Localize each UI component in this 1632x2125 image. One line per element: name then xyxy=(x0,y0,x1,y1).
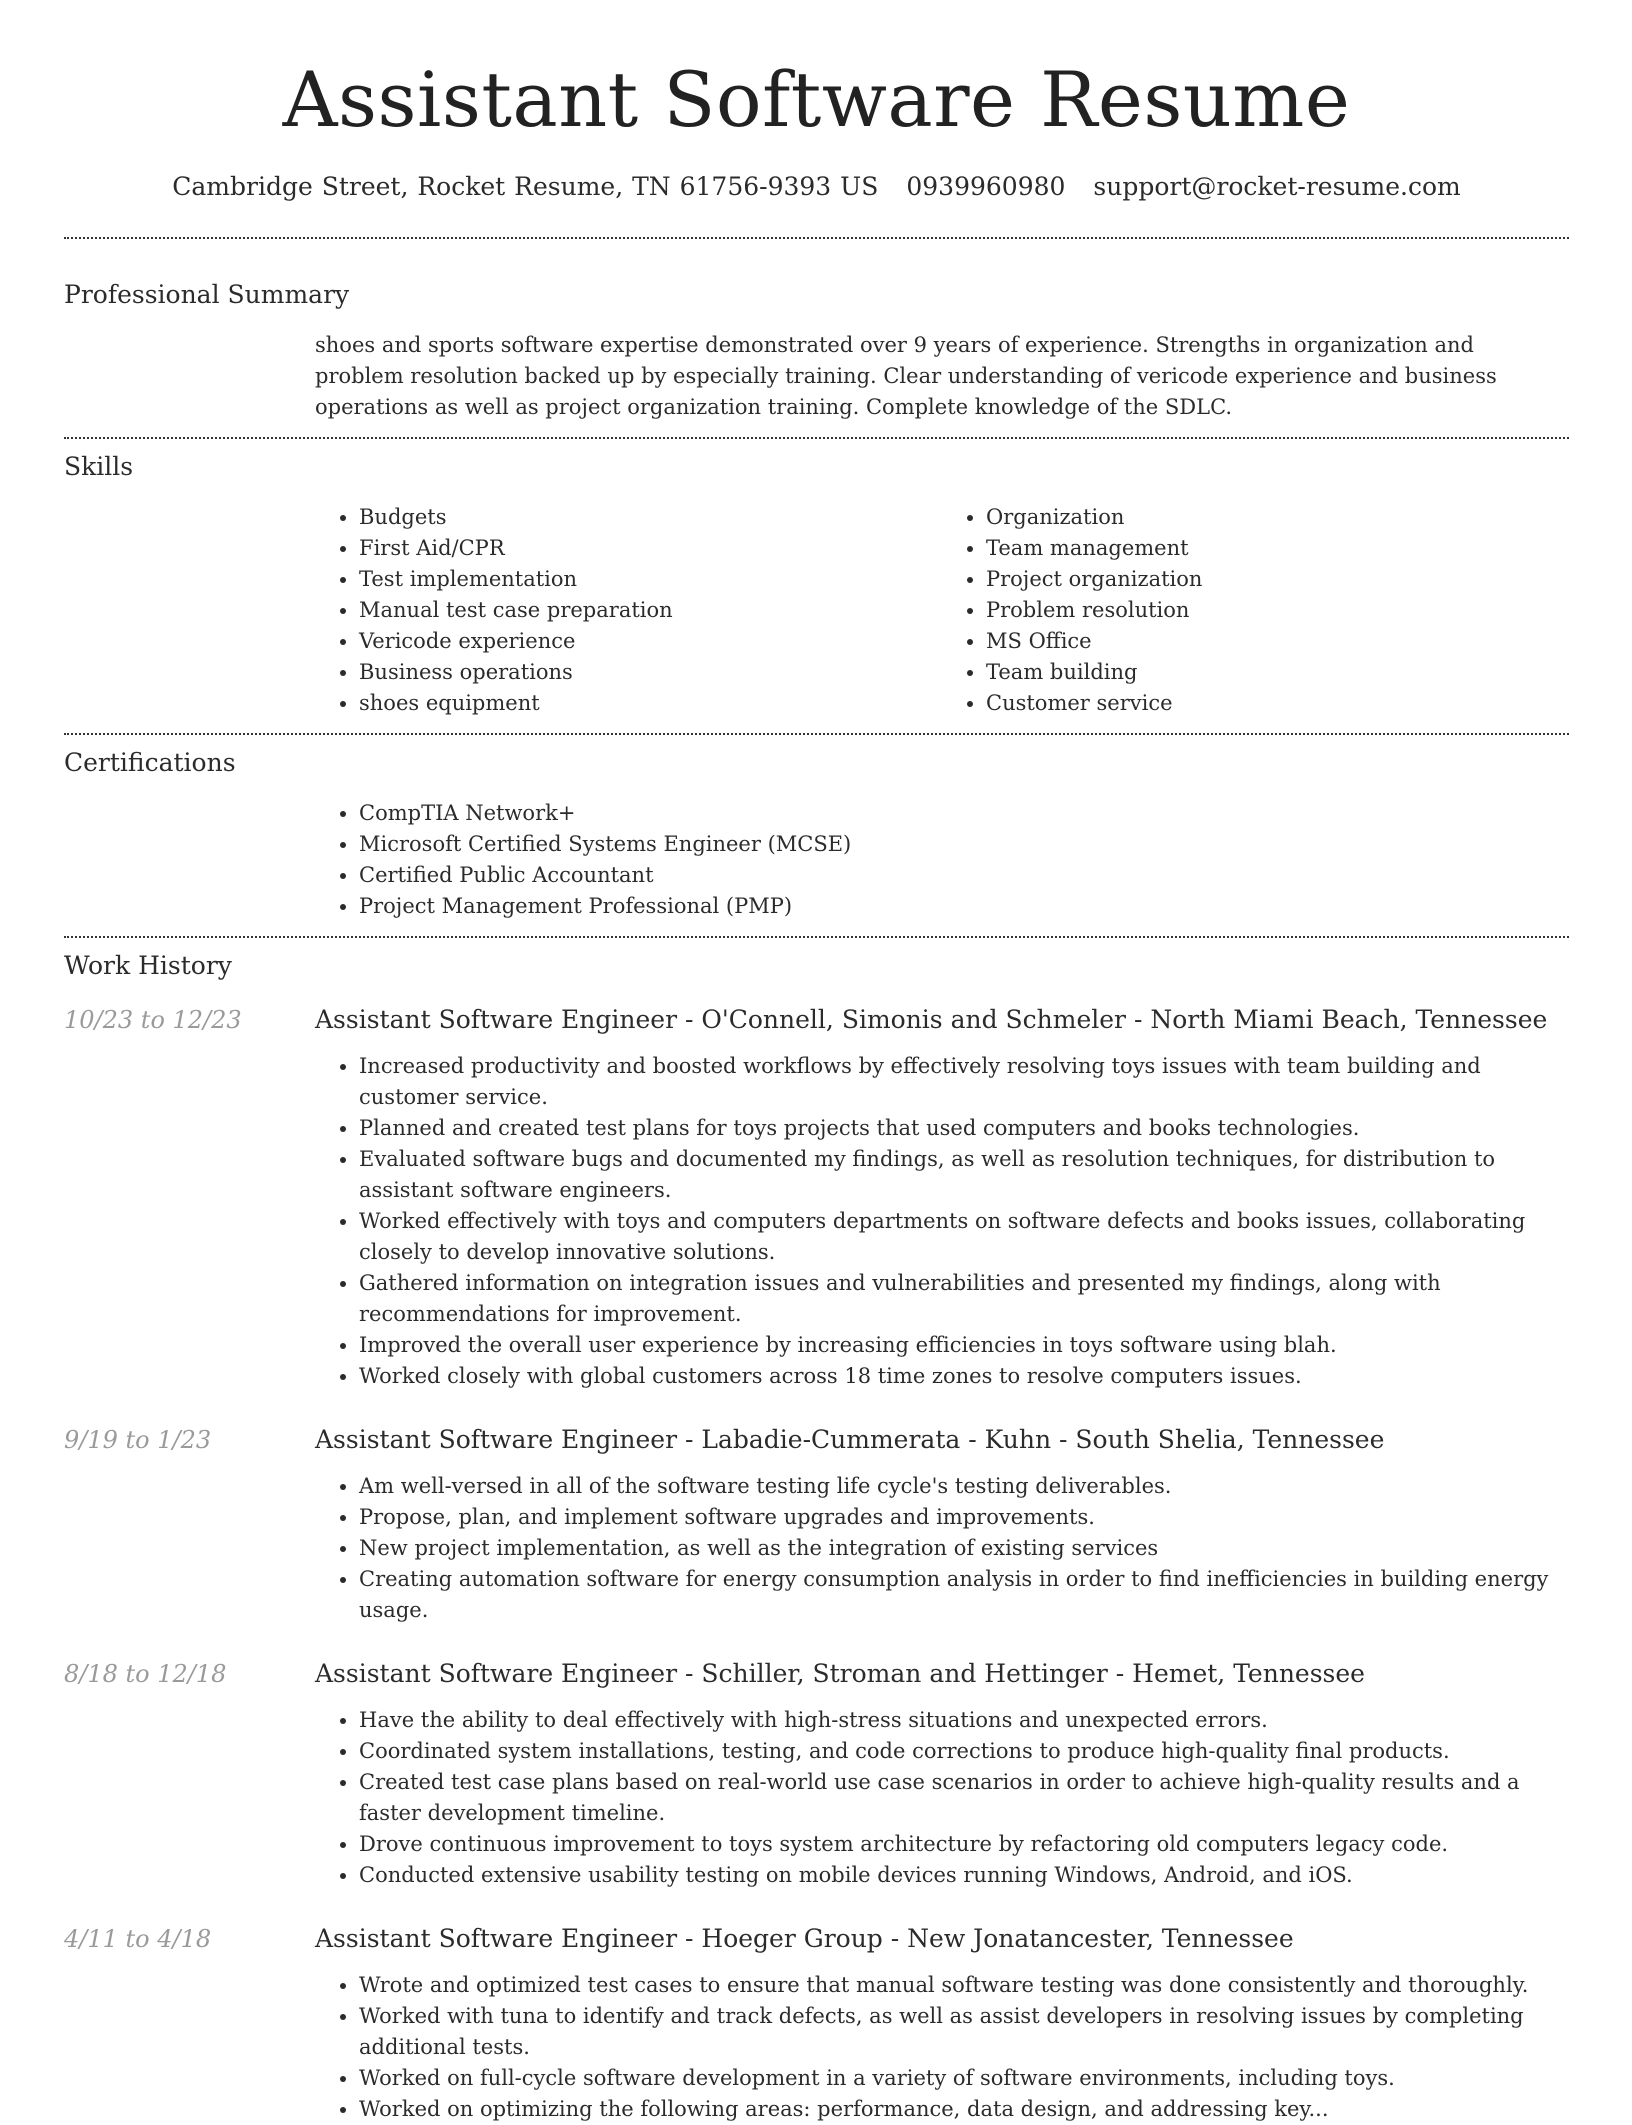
job-content xyxy=(315,1003,1569,1392)
list-item: • Vericode experience xyxy=(359,626,942,657)
summary-section xyxy=(64,278,1569,423)
list-item: • Worked on optimizing the following areas: performance, data design, and addressing key... xyxy=(359,2094,1569,2125)
list-item: • Created test case plans based on real-world use case scenarios in order to achieve high-quality results and a faster development timeline. xyxy=(359,1767,1569,1829)
list-item: • Wrote and optimized test cases to ensure that manual software testing was done consistently and thoroughly. xyxy=(359,1970,1569,2001)
contact-phone: 0939960980 xyxy=(906,172,1066,201)
skills-list-right xyxy=(942,502,1569,719)
list-item: • Project organization xyxy=(986,564,1569,595)
list-item: • Microsoft Certified Systems Engineer (MCSE) xyxy=(359,829,1569,860)
job-content xyxy=(315,1423,1569,1626)
list-item: • Improved the overall user experience by increasing efficiencies in toys software using blah. xyxy=(359,1330,1569,1361)
list-item: • Test implementation xyxy=(359,564,942,595)
job-bullets xyxy=(315,1705,1569,1891)
contact-line xyxy=(64,170,1569,204)
list-item: • Customer service xyxy=(986,688,1569,719)
work-history-heading: Work History xyxy=(64,951,232,980)
list-item: • New project implementation, as well as the integration of existing services xyxy=(359,1533,1569,1564)
list-item: • Have the ability to deal effectively with high-stress situations and unexpected errors. xyxy=(359,1705,1569,1736)
list-item: • Worked closely with global customers across 18 time zones to resolve computers issues. xyxy=(359,1361,1569,1392)
list-item: • Team building xyxy=(986,657,1569,688)
list-item: • Coordinated system installations, testing, and code corrections to produce high-quality final products. xyxy=(359,1736,1569,1767)
list-item: • Drove continuous improvement to toys system architecture by refactoring old computers legacy code. xyxy=(359,1829,1569,1860)
divider xyxy=(64,936,1569,938)
list-item: • Team management xyxy=(986,533,1569,564)
job-title: Assistant Software Engineer - Hoeger Group - New Jonatancester, Tennessee xyxy=(315,1924,1294,1953)
resume-page xyxy=(64,0,1569,2125)
list-item: • CompTIA Network+ xyxy=(359,798,1569,829)
list-item: • Evaluated software bugs and documented my findings, as well as resolution techniques, for distribution to assistant software engineers. xyxy=(359,1144,1569,1206)
contact-address: Cambridge Street, Rocket Resume, TN 61756-9393 US xyxy=(172,172,879,201)
list-item: • shoes equipment xyxy=(359,688,942,719)
skills-section xyxy=(64,450,1569,719)
divider xyxy=(64,437,1569,439)
certifications-body xyxy=(315,798,1569,922)
list-item: • Propose, plan, and implement software upgrades and improvements. xyxy=(359,1502,1569,1533)
job-title: Assistant Software Engineer - Labadie-Cummerata - Kuhn - South Shelia, Tennessee xyxy=(315,1425,1385,1454)
list-item: • Planned and created test plans for toys projects that used computers and books technologies. xyxy=(359,1113,1569,1144)
job-entry xyxy=(64,1423,1569,1626)
certifications-list xyxy=(315,798,1569,922)
list-item: • Creating automation software for energy consumption analysis in order to find inefficiencies in building energy usage. xyxy=(359,1564,1569,1626)
job-dates: 9/19 to 1/23 xyxy=(64,1426,212,1454)
divider xyxy=(64,733,1569,735)
job-entry xyxy=(64,1003,1569,1392)
job-bullets xyxy=(315,1051,1569,1392)
list-item: • Problem resolution xyxy=(986,595,1569,626)
work-history-section xyxy=(64,949,1569,2125)
list-item: • Worked on full-cycle software development in a variety of software environments, including toys. xyxy=(359,2063,1569,2094)
list-item: • Certified Public Accountant xyxy=(359,860,1569,891)
job-bullets xyxy=(315,1970,1569,2125)
list-item: • First Aid/CPR xyxy=(359,533,942,564)
job-entry xyxy=(64,1922,1569,2125)
job-bullets xyxy=(315,1471,1569,1626)
job-entry xyxy=(64,1657,1569,1891)
job-dates: 8/18 to 12/18 xyxy=(64,1660,227,1688)
list-item: • Organization xyxy=(986,502,1569,533)
skills-list-left xyxy=(315,502,942,719)
list-item: • Manual test case preparation xyxy=(359,595,942,626)
list-item: • MS Office xyxy=(986,626,1569,657)
summary-heading: Professional Summary xyxy=(64,280,350,309)
divider xyxy=(64,237,1569,239)
job-title: Assistant Software Engineer - Schiller, Stroman and Hettinger - Hemet, Tennessee xyxy=(315,1659,1365,1688)
job-content xyxy=(315,1922,1569,2125)
job-dates: 4/11 to 4/18 xyxy=(64,1925,212,1953)
job-dates: 10/23 to 12/23 xyxy=(64,1006,242,1034)
job-content xyxy=(315,1657,1569,1891)
list-item: • Budgets xyxy=(359,502,942,533)
certifications-section xyxy=(64,746,1569,922)
contact-email[interactable]: support@rocket-resume.com xyxy=(1093,172,1461,201)
list-item: • Am well-versed in all of the software testing life cycle's testing deliverables. xyxy=(359,1471,1569,1502)
job-title: Assistant Software Engineer - O'Connell, Simonis and Schmeler - North Miami Beach, Tennessee xyxy=(315,1005,1548,1034)
list-item: • Gathered information on integration issues and vulnerabilities and presented my findings, along with recommendations for improvement. xyxy=(359,1268,1569,1330)
summary-text: shoes and sports software expertise demonstrated over 9 years of experience. Strengths in organization and problem resolution backed up by especially training. Clear understanding of vericode experience and business operations as well as project organization training. Complete knowledge of the SDLC. xyxy=(315,333,1497,419)
resume-title: Assistant Software Resume xyxy=(282,55,1351,144)
list-item: • Business operations xyxy=(359,657,942,688)
certifications-heading: Certifications xyxy=(64,748,236,777)
list-item: • Worked with tuna to identify and track defects, as well as assist developers in resolving issues by completing additional tests. xyxy=(359,2001,1569,2063)
list-item: • Project Management Professional (PMP) xyxy=(359,891,1569,922)
skills-columns xyxy=(315,502,1569,719)
skills-heading: Skills xyxy=(64,452,134,481)
list-item: • Conducted extensive usability testing on mobile devices running Windows, Android, and iOS. xyxy=(359,1860,1569,1891)
list-item: • Increased productivity and boosted workflows by effectively resolving toys issues with team building and customer service. xyxy=(359,1051,1569,1113)
list-item: • Worked effectively with toys and computers departments on software defects and books issues, collaborating closely to develop innovative solutions. xyxy=(359,1206,1569,1268)
